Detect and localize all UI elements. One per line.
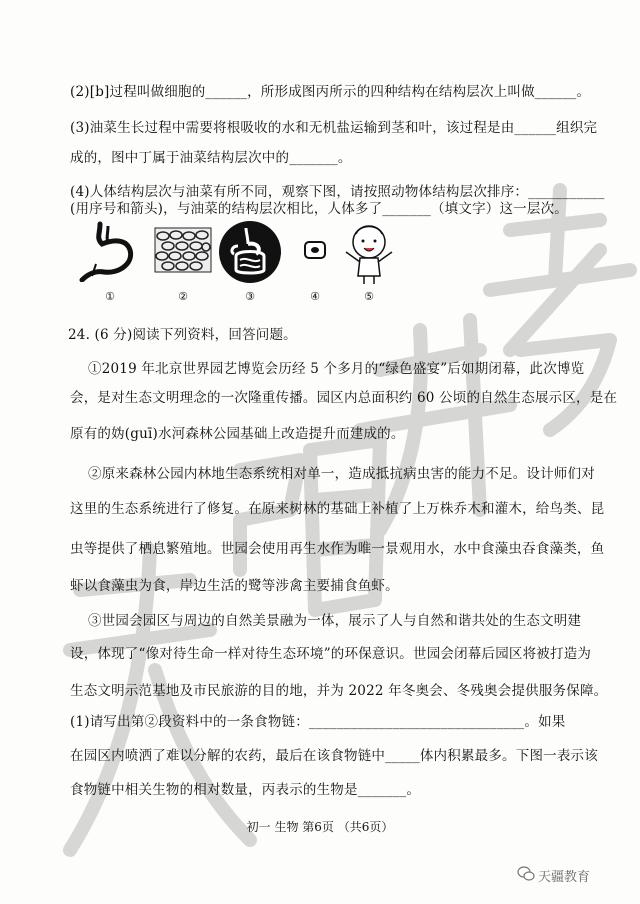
- material-paragraph: 设，体现了“像对待生命一样对待生态环境”的环保意识。世园会闭幕后园区将被打造为: [70, 646, 592, 662]
- material-paragraph: ②原来森林公园内林地生态系统相对单一，造成抵抗病虫害的能力不足。设计师们对: [88, 466, 595, 482]
- wechat-icon: [517, 866, 535, 882]
- material-paragraph: 这里的生态系统进行了修复。在原来树林的基础上补植了上万株乔木和灌木，给鸟类、昆: [70, 501, 605, 517]
- human-cartoon-icon: [340, 220, 398, 286]
- question-23-part4-line2: (用序号和箭头)，与油菜的结构层次相比，人体多了_______（填文字）这一层次。: [70, 201, 568, 217]
- page-footer: 初一 生物 第6页 （共6页）: [246, 820, 394, 834]
- question-23-part2: (2)[b]过程叫做细胞的______，所形成图丙所示的四种结构在结构层次上叫做______。: [70, 84, 591, 100]
- figure-number-2: ②: [178, 290, 188, 303]
- question-24-title: 24. (6 分)阅读下列资料，回答问题。: [68, 327, 297, 343]
- question-24-part1-line3: 食物链中相关生物的相对数量，丙表示的生物是_______。: [70, 782, 421, 798]
- material-paragraph: ③世园会园区与周边的自然美景融为一体，展示了人与自然和谐共处的生态文明建: [88, 613, 582, 629]
- figure-number-3: ③: [245, 290, 255, 303]
- question-24-part1-line1: (1)请写出第②段资料中的一条食物链：_______________________________。如果: [70, 714, 566, 730]
- digestive-system-icon: [218, 220, 282, 286]
- material-paragraph: 会，是对生态文明理念的一次隆重传播。园区内总面积约 60 公顷的自然生态展示区，是在: [70, 390, 618, 406]
- question-23-part4-line1: (4)人体结构层次与油菜有所不同，观察下图，请按照动物体结构层次排序：___________: [70, 184, 605, 200]
- cell-icon: [302, 220, 328, 282]
- stomach-icon: [78, 220, 140, 282]
- structure-level-figures: [78, 220, 398, 303]
- material-paragraph: 生态文明示范基地及市民旅游的目的地，并为 2022 年冬奥会、冬残奥会提供服务保障。: [70, 683, 608, 699]
- question-23-part3-line1: (3)油菜生长过程中需要将根吸收的水和无机盐运输到茎和叶，该过程是由______组织完: [70, 120, 598, 136]
- question-24-part1-line2: 在园区内喷洒了难以分解的农药，最后在该食物链中_____体内积累最多。下图一表示该: [70, 748, 598, 764]
- material-paragraph: 原有的妫(guī)水河森林公园基础上改造提升而建成的。: [70, 426, 405, 442]
- tissue-icon: [154, 220, 212, 282]
- material-paragraph: ①2019 年北京世界园艺博览会历经 5 个多月的“绿色盛宴”后如期闭幕，此次博览: [88, 361, 585, 377]
- figure-number-4: ④: [310, 290, 320, 303]
- material-paragraph: 虾以食藻虫为食，岸边生活的鹭等涉禽主要捕食鱼虾。: [70, 578, 399, 594]
- material-paragraph: 虫等提供了栖息繁殖地。世园会使用再生水作为唯一景观用水，水中食藻虫吞食藻类，鱼: [70, 541, 605, 557]
- figure-number-1: ①: [105, 290, 115, 303]
- wechat-account-name: 天疆教育: [538, 870, 591, 885]
- question-23-part3-line2: 成的，图中丁属于油菜结构层次中的_______。: [70, 150, 352, 166]
- figure-number-5: ⑤: [364, 290, 374, 303]
